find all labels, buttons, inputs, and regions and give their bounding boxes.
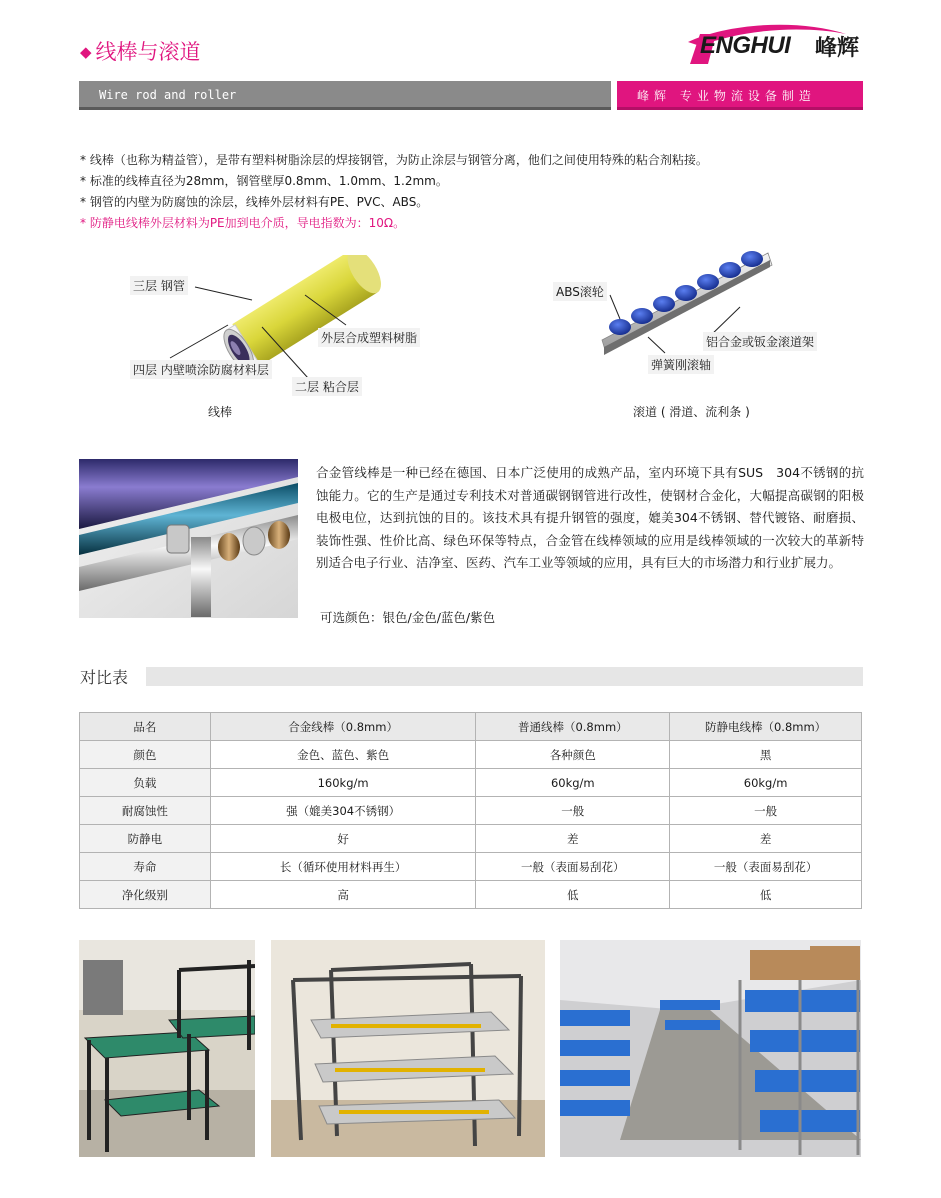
table-cell: 各种颜色 (476, 741, 670, 769)
compare-title-bar (146, 667, 863, 686)
diamond-icon: ◆ (80, 43, 92, 61)
rack-photo (271, 940, 545, 1157)
label-layer4: 四层 内壁喷涂防腐材料层 (130, 360, 272, 379)
page-title (80, 36, 201, 66)
table-cell: 强（媲美304不锈钢） (210, 797, 476, 825)
label-layer3: 三层 钢管 (130, 276, 188, 295)
bullet-item: * 线棒（也称为精益管），是带有塑料树脂涂层的焊接钢管，为防止涂层与钢管分离，他们之间使用特殊的粘合剂粘接。 (80, 153, 708, 167)
table-cell: 一般（表面易刮花） (476, 853, 670, 881)
slogan-band (617, 81, 863, 110)
table-cell: 差 (476, 825, 670, 853)
table-cell: 颜色 (80, 741, 211, 769)
table-header: 普通线棒（0.8mm） (476, 713, 670, 741)
table-cell: 一般 (476, 797, 670, 825)
table-cell: 60kg/m (670, 769, 862, 797)
table-cell: 净化级别 (80, 881, 211, 909)
table-cell: 低 (476, 881, 670, 909)
alloy-description: 合金管线棒是一种已经在德国、日本广泛使用的成熟产品，室内环境下具有SUS 304不锈钢的抗蚀能力。它的生产是通过专利技术对普通碳钢钢管进行改性，使钢材合金化，大幅提高碳钢的阳极电极电位，达到抗蚀的目的。该技术具有提升钢管的强度，媲美304不锈钢、替代镀铬、耐磨损、装饰性强、性价比高、绿色环保等特点，合金管在线棒领域的应用是线棒领域的一次较大的革新特别适合电子行业、洁净室、医药、汽车工业等领域的应用，具有巨大的市场潜力和行业扩展力。 (316, 465, 864, 570)
logo-cn: 峰辉 (815, 36, 860, 61)
label-layer2: 二层 粘合层 (292, 377, 362, 396)
table-header: 品名 (80, 713, 211, 741)
label-spring-shaft: 弹簧刚滚轴 (648, 355, 714, 374)
table-cell: 长（循环使用材料再生） (210, 853, 476, 881)
page-title-text: 线棒与滚道 (95, 40, 201, 64)
roller-caption: 滚道 ( 滑道、流利条 ) (633, 405, 750, 419)
table-cell: 耐腐蚀性 (80, 797, 211, 825)
table-cell: 一般 (670, 797, 862, 825)
compare-title: 对比表 (80, 668, 129, 687)
table-cell: 低 (670, 881, 862, 909)
rod-caption: 线棒 (208, 405, 233, 419)
table-cell: 60kg/m (476, 769, 670, 797)
workbench-photo (79, 940, 255, 1157)
table-row (80, 825, 862, 853)
table-cell: 好 (210, 825, 476, 853)
table-cell: 寿命 (80, 853, 211, 881)
table-cell: 黑 (670, 741, 862, 769)
table-header-row (80, 713, 862, 741)
bullet-item-highlight: * 防静电线棒外层材料为PE加到电介质，导电指数为：10Ω。 (80, 216, 406, 230)
logo-text: ENGHUI (700, 32, 791, 59)
bullet-item: * 钢管的内壁为防腐蚀的涂层，线棒外层材料有PE、PVC、ABS。 (80, 195, 429, 209)
table-cell: 160kg/m (210, 769, 476, 797)
label-track-frame: 铝合金或钣金滚道架 (703, 332, 817, 351)
intro-bullets (80, 150, 870, 234)
comparison-table (79, 712, 862, 909)
table-cell: 高 (210, 881, 476, 909)
slogan-text: 峰辉 专业物流设备制造 (637, 89, 816, 103)
table-header: 合金线棒（0.8mm） (210, 713, 476, 741)
label-abs-roller: ABS滚轮 (553, 282, 607, 301)
table-cell: 负载 (80, 769, 211, 797)
table-row (80, 881, 862, 909)
table-row (80, 853, 862, 881)
table-cell: 防静电 (80, 825, 211, 853)
subtitle-text: Wire rod and roller (99, 88, 237, 102)
table-row (80, 769, 862, 797)
subtitle-band (79, 81, 611, 110)
table-cell: 差 (670, 825, 862, 853)
table-row (80, 741, 862, 769)
warehouse-photo (560, 940, 861, 1157)
bullet-item: * 标准的线棒直径为28mm，钢管壁厚0.8mm、1.0mm、1.2mm。 (80, 174, 448, 188)
table-row (80, 797, 862, 825)
available-colors: 可选颜色：银色/金色/蓝色/紫色 (320, 610, 496, 625)
label-outer: 外层合成塑料树脂 (318, 328, 420, 347)
table-header: 防静电线棒（0.8mm） (670, 713, 862, 741)
table-cell: 金色、蓝色、紫色 (210, 741, 476, 769)
alloy-pipes-photo (79, 459, 298, 618)
table-cell: 一般（表面易刮花） (670, 853, 862, 881)
